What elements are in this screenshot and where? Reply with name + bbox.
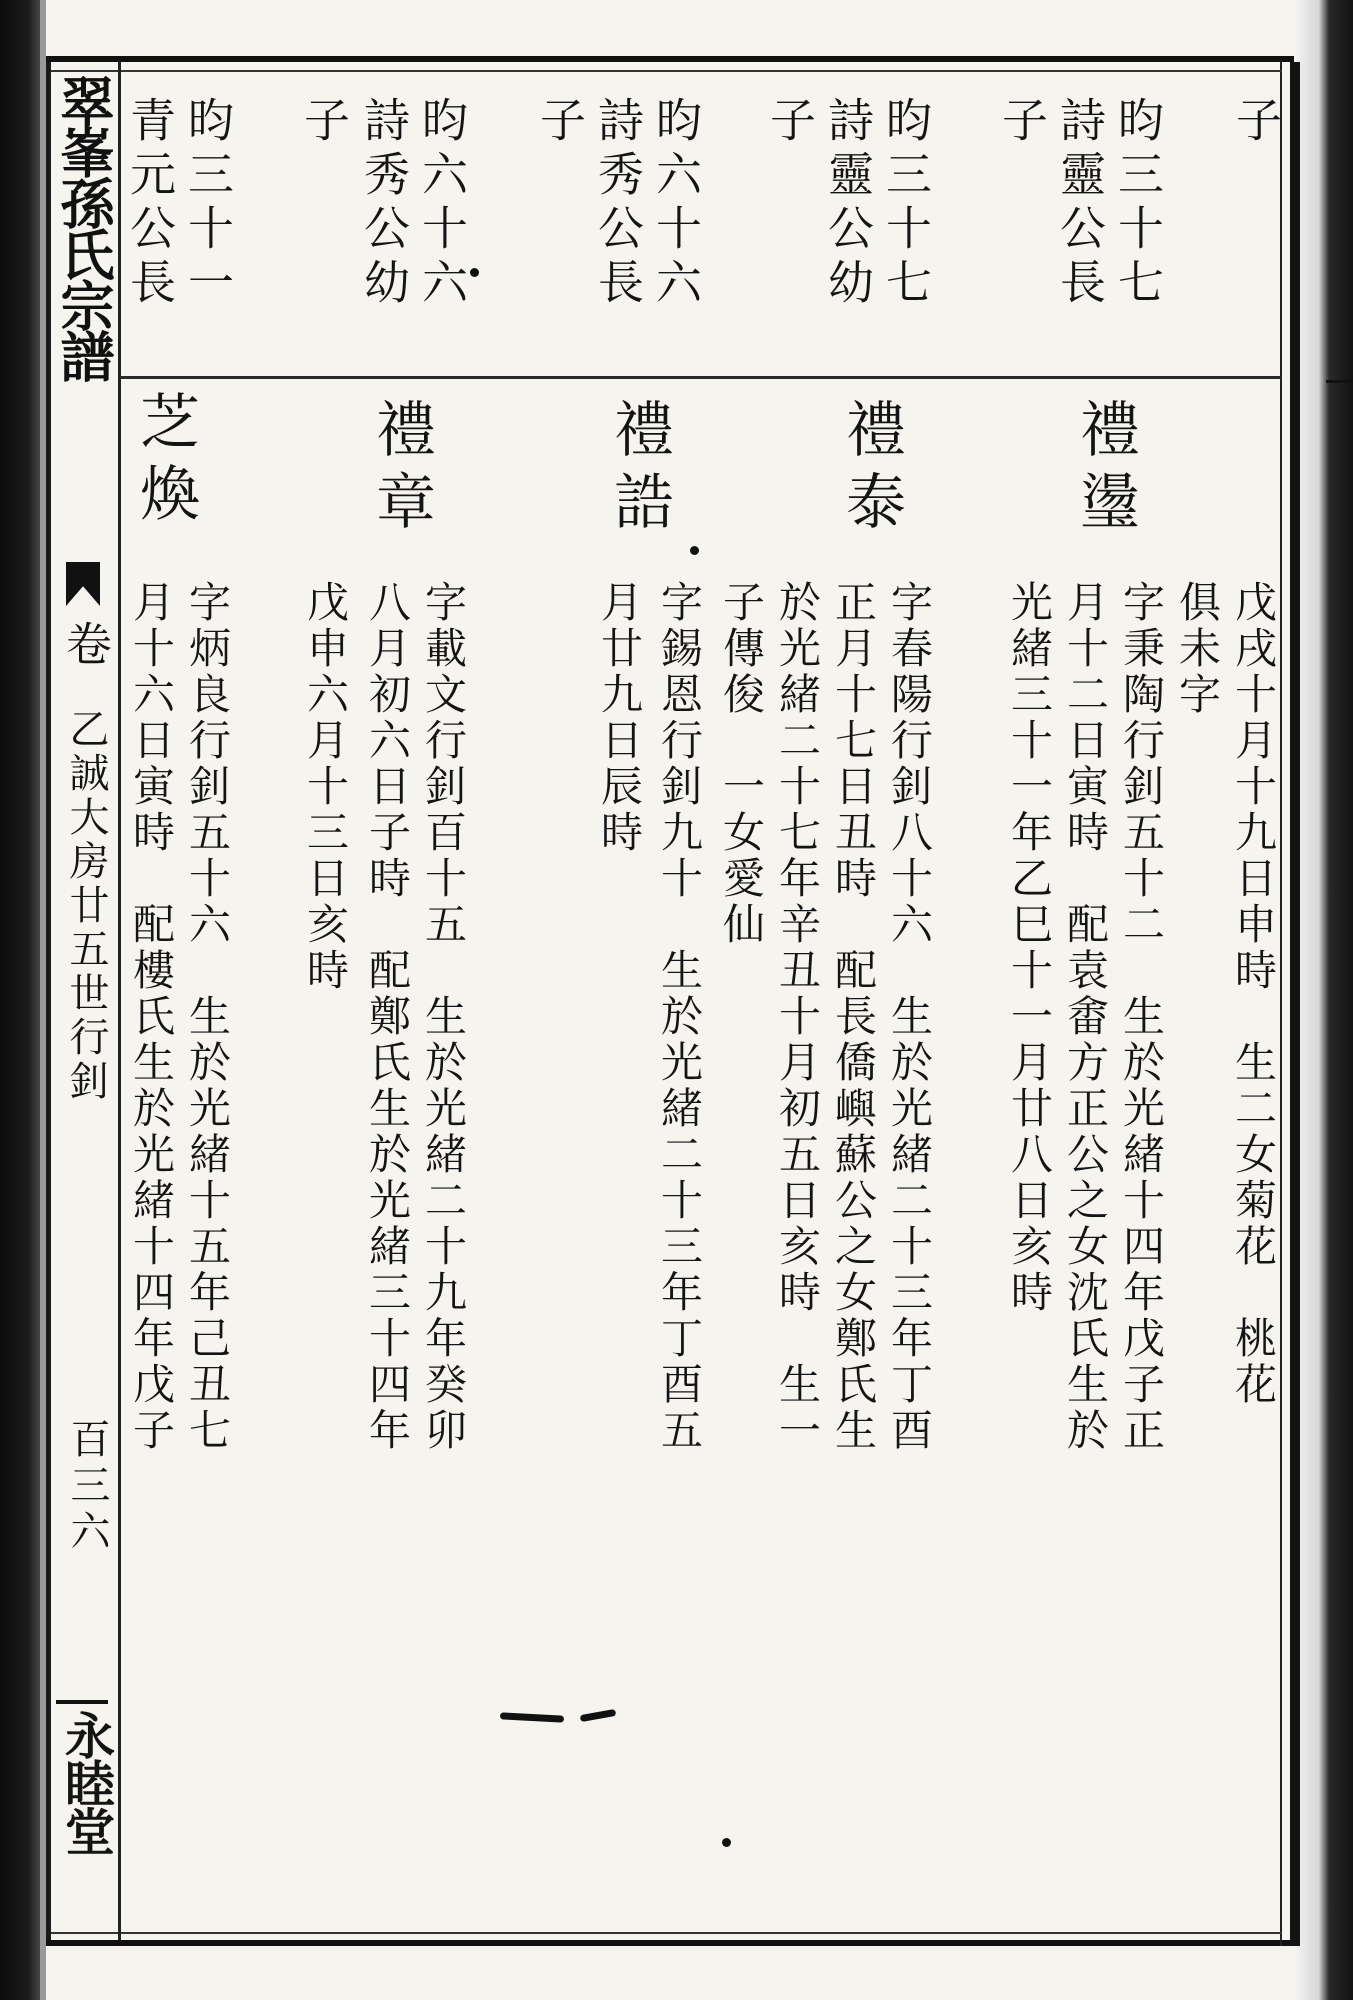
book-title: 翠峯孫氏宗譜 [52,74,116,380]
lineage-line: 子 [995,96,1049,150]
volume-mark: 卷 [59,620,113,670]
biography-line: 子傳俊 一女愛仙 [717,580,766,948]
member-name: 禮章 [366,398,436,542]
lineage-line: 子 [533,96,587,150]
lineage-line: 子 [763,96,817,150]
hall-name-rule [56,1700,108,1704]
lineage-line: 昀三十七 [1111,96,1165,312]
member-name: 芝煥 [130,390,200,534]
register-divider [121,376,1281,379]
biography-line: 月廿九日辰時 [595,580,644,856]
biography-line: 月十二日寅時 配袁畬方正公之女沈氏生於 [1061,580,1110,1454]
lineage-line: 青元公長 [123,96,177,312]
frame-top-inner-line [46,70,1282,72]
branch-generation-label: 乙誠大房廿五世行釗 [63,708,109,1104]
lineage-line: 子 [297,96,351,150]
biography-line: 光緒三十一年乙巳十一月廿八日亥時 [1005,580,1054,1316]
biography-line: 字秉陶行釗五十二 生於光緒十四年戊子正 [1117,580,1166,1454]
biography-line: 戊申六月十三日亥時 [301,580,350,994]
frame-bottom-inner-line [46,1932,1282,1934]
biography-line: 於光緒二十七年辛丑十月初五日亥時 生一 [773,580,822,1454]
page-edge-mark [1326,380,1353,383]
biography-line: 戊戌十月十九日申時 生二女菊花 桃花 [1229,580,1278,1408]
member-name: 禮誥 [604,398,674,542]
lineage-line: 昀六十六 [649,96,703,312]
banxin-left-rule [46,62,51,1940]
page-number: 百三六 [64,1418,110,1556]
biography-line: 月十六日寅時 配樓氏生於光緒十四年戊子 [127,580,176,1454]
frame-right-border [1290,62,1300,1946]
member-name: 禮泰 [836,398,906,542]
lineage-line: 詩靈公長 [1053,96,1107,312]
biography-line: 八月初六日子時 配鄭氏生於光緒三十四年 [363,580,412,1454]
lineage-line: 昀三十一 [181,96,235,312]
banxin-right-rule [118,62,121,1940]
frame-inner-right-line [1280,62,1282,1946]
lineage-line: 子 [1229,96,1283,150]
lineage-line: 詩秀公長 [591,96,645,312]
biography-line: 字炳良行釗五十六 生於光緒十五年己丑七 [183,580,232,1454]
hall-name: 永睦堂 [57,1710,116,1854]
lineage-line: 詩靈公幼 [821,96,875,312]
biography-line: 字錫恩行釗九十 生於光緒二十三年丁酉五 [655,580,704,1454]
ink-dot-mark [690,546,699,555]
biography-line: 正月十七日丑時 配長僑嶼蘇公之女鄭氏生 [829,580,878,1454]
binding-edge-left [0,0,40,2000]
biography-line: 俱未字 [1173,580,1222,718]
biography-line: 字春陽行釗八十六 生於光緒二十三年丁酉 [885,580,934,1454]
member-name: 禮璗 [1070,398,1140,542]
lineage-line: 昀六十六 [415,96,469,312]
lineage-line: 詩秀公幼 [357,96,411,312]
biography-line: 字載文行釗百十五 生於光緒二十九年癸卯 [419,580,468,1454]
ink-dot-mark [470,268,479,277]
page-stack-edge-right [1296,0,1353,2000]
ink-dot-mark [722,1838,731,1847]
lineage-line: 昀三十七 [879,96,933,312]
